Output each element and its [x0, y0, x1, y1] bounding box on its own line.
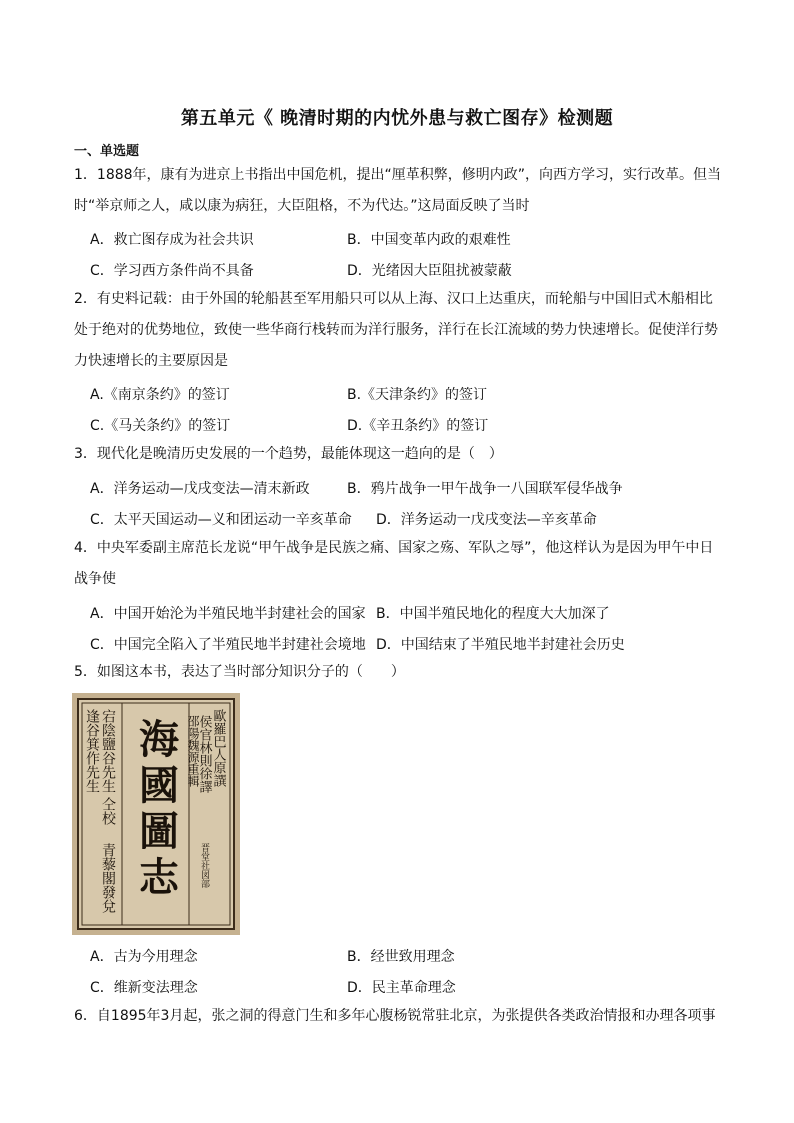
question-4-option-d[interactable]: D．中国结束了半殖民地半封建社会历史: [376, 637, 625, 653]
question-5-option-d[interactable]: D．民主革命理念: [347, 980, 456, 996]
question-2-option-a[interactable]: A.《南京条约》的签订: [90, 387, 230, 403]
question-3-option-b[interactable]: B．鸦片战争一甲午战争一八国联军侵华战争: [347, 481, 623, 497]
question-4-stem: 4．中央军委副主席范长龙说“甲午战争是民族之痛、国家之殇、军队之辱”，他这样认为是因为甲午中日战争使: [74, 540, 714, 587]
question-5-option-b[interactable]: B．经世致用理念: [347, 949, 455, 965]
cover-col-right-2: 侯官林則徐譯: [196, 715, 212, 793]
cover-col-right-3: 邵陽魏源重輯: [186, 715, 200, 787]
question-3-option-a[interactable]: A．洋务运动—戊戌变法—清末新政: [90, 481, 310, 497]
question-1-option-d[interactable]: D．光绪因大臣阻扰被蒙蔽: [347, 263, 512, 279]
question-1-stem: 1．1888年，康有为进京上书指出中国危机，提出“厘革积弊，修明内政”，向西方学习，实行改革。但当时“举京师之人，咸以康为病狂，大臣阻格，不为代达。”这局面反映了当时: [74, 167, 722, 214]
page-title: 第五单元《 晚清时期的内忧外患与救亡图存》检测题: [180, 108, 614, 129]
question-4-option-b[interactable]: B．中国半殖民地化的程度大大加深了: [376, 606, 610, 622]
question-2-option-c[interactable]: C.《马关条约》的签订: [90, 418, 231, 434]
cover-seal: 晋堂社図部: [199, 843, 209, 888]
question-1-option-a[interactable]: A．救亡图存成为社会共识: [90, 232, 254, 248]
question-4-option-c[interactable]: C．中国完全陷入了半殖民地半封建社会境地: [90, 637, 366, 653]
question-3-stem: 3．现代化是晚清历史发展的一个趋势，最能体现这一趋向的是（ ）: [74, 446, 503, 462]
question-2-stem: 2．有史料记载：由于外国的轮船甚至军用船只可以从上海、汉口上达重庆，而轮船与中国旧式木船相比处于绝对的优势地位，致使一些华商行栈转而为洋行服务，洋行在长江流域的势力快速增长。促使洋行势力快速增长的主要原因是: [74, 291, 718, 369]
question-5-option-c[interactable]: C．维新变法理念: [90, 980, 198, 996]
cover-col-right-1: 歐羅巴人原譔: [210, 709, 226, 787]
question-5-stem: 5．如图这本书，表达了当时部分知识分子的（ ）: [74, 664, 405, 680]
question-2-option-b[interactable]: B.《天津条约》的签订: [347, 387, 488, 403]
question-5-option-a[interactable]: A．古为今用理念: [90, 949, 198, 965]
cover-col-left-2: 逢谷箕作先生: [84, 709, 100, 793]
question-4-option-a[interactable]: A．中国开始沦为半殖民地半封建社会的国家: [90, 606, 366, 622]
book-cover-image: [72, 693, 240, 935]
section-heading: 一、单选题: [74, 144, 140, 159]
cover-col-left-1: 宕陰鹽谷先生: [100, 709, 116, 793]
cover-col-left-3: 仝校: [100, 797, 116, 825]
question-1-option-c[interactable]: C．学习西方条件尚不具备: [90, 263, 254, 279]
question-2-option-d[interactable]: D.《辛丑条约》的签订: [347, 418, 489, 434]
question-3-option-c[interactable]: C．太平天国运动—义和团运动一辛亥革命: [90, 512, 352, 528]
question-3-option-d[interactable]: D．洋务运动一戊戌变法—辛亥革命: [376, 512, 597, 528]
question-1-option-b[interactable]: B．中国变革内政的艰难性: [347, 232, 511, 248]
cover-main-title: 海國圖志: [132, 718, 180, 902]
question-6-stem: 6．自1895年3月起，张之洞的得意门生和多年心腹杨锐常驻北京，为张提供各类政治情报和办理各项事: [74, 1008, 716, 1024]
cover-publisher: 青藜閣發兌: [100, 843, 116, 913]
